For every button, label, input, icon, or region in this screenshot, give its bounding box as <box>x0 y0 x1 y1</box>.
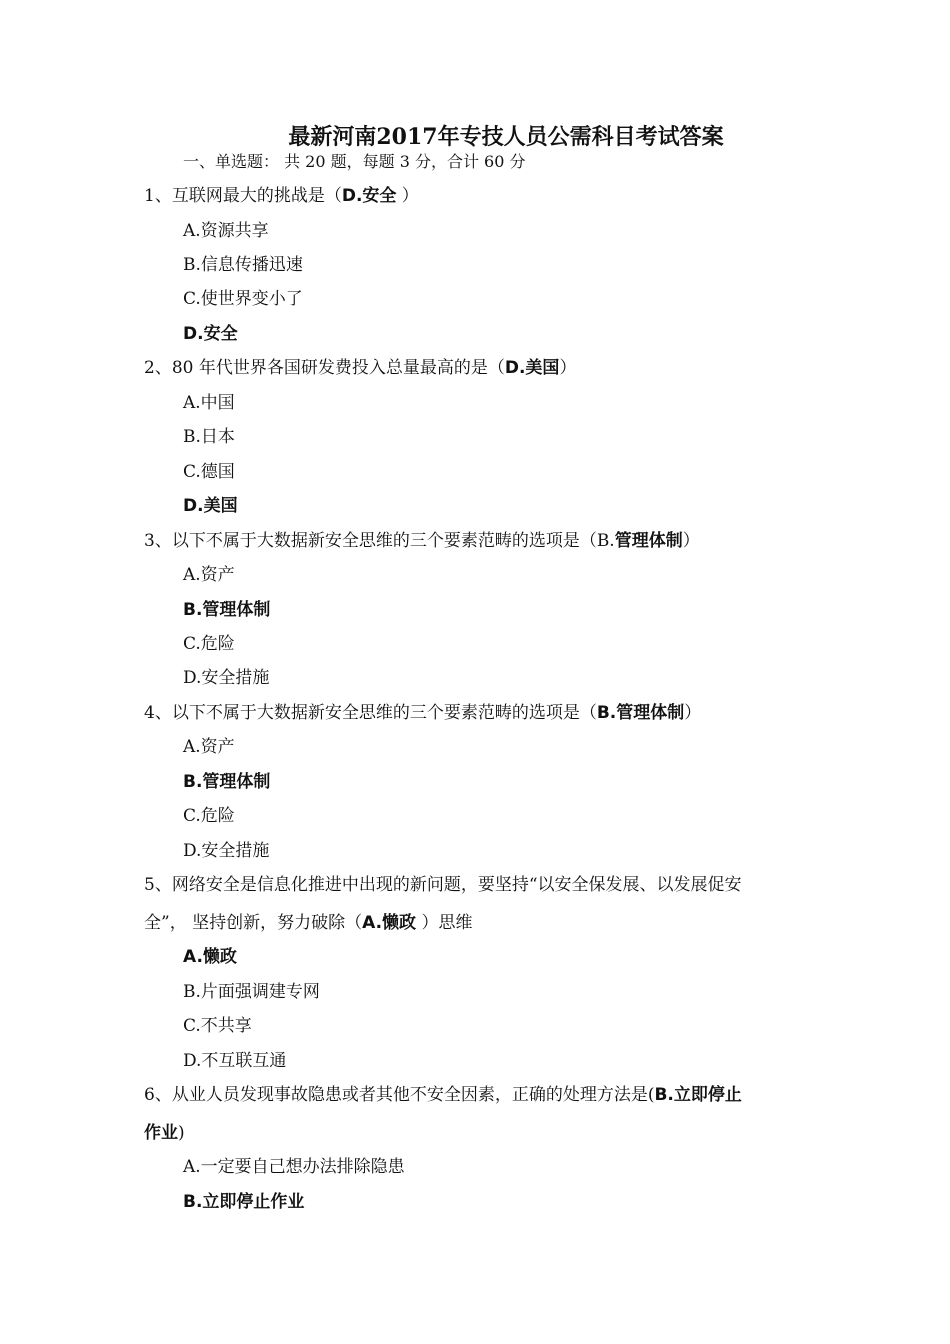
question-5-stem-line2: 全”， 坚持创新，努力破除（A.懒政 ）思维 <box>144 913 473 933</box>
question-1-option-a: A.资源共享 <box>183 221 269 241</box>
question-4-option-a: A.资产 <box>183 737 235 757</box>
question-2-option-b: B.日本 <box>183 427 235 447</box>
question-6-option-b: B.立即停止作业 <box>183 1192 305 1212</box>
question-4-stem: 4、以下不属于大数据新安全思维的三个要素范畴的选项是（B.管理体制） <box>144 703 702 723</box>
question-2-option-c: C.德国 <box>183 462 235 482</box>
document-title: 最新河南2017年专技人员公需科目考试答案 <box>288 124 724 150</box>
question-2-stem: 2、80 年代世界各国研发费投入总量最高的是（D.美国） <box>144 358 577 378</box>
question-4-option-b: B.管理体制 <box>183 772 271 792</box>
question-1-answer: D.安全 <box>341 186 397 206</box>
question-6-stem-line2: 作业) <box>144 1123 185 1143</box>
section-heading: 一、单选题： 共 20 题，每题 3 分，合计 60 分 <box>183 152 526 171</box>
question-3-option-d: D.安全措施 <box>183 668 270 688</box>
question-4-option-c: C.危险 <box>183 806 235 826</box>
question-4-answer: B.管理体制 <box>596 703 685 723</box>
question-4-option-d: D.安全措施 <box>183 841 270 861</box>
question-3-option-b: B.管理体制 <box>183 600 271 620</box>
question-5-option-c: C.不共享 <box>183 1016 252 1036</box>
question-3-option-c: C.危险 <box>183 634 235 654</box>
question-5-answer: A.懒政 <box>362 913 417 933</box>
question-6-option-a: A.一定要自己想办法排除隐患 <box>183 1157 405 1177</box>
question-2-answer: D.美国 <box>504 358 560 378</box>
question-1-stem: 1、互联网最大的挑战是（D.安全 ） <box>144 186 419 206</box>
question-5-option-b: B.片面强调建专网 <box>183 982 320 1002</box>
question-1-option-b: B.信息传播迅速 <box>183 255 303 275</box>
question-5-option-d: D.不互联互通 <box>183 1051 287 1071</box>
question-1-option-d: D.安全 <box>183 324 238 344</box>
question-1-option-c: C.使世界变小了 <box>183 289 303 309</box>
question-5-option-a: A.懒政 <box>183 947 237 967</box>
question-3-answer: 管理体制 <box>614 531 683 551</box>
question-5-stem-line1: 5、网络安全是信息化推进中出现的新问题，要坚持“以安全保发展、以发展促安 <box>144 875 742 895</box>
question-3-stem: 3、以下不属于大数据新安全思维的三个要素范畴的选项是（B.管理体制） <box>144 531 700 551</box>
question-6-stem-line1: 6、从业人员发现事故隐患或者其他不安全因素，正确的处理方法是(B.立即停止 <box>144 1085 742 1105</box>
question-6-answer-part1: B.立即停止 <box>654 1085 742 1105</box>
question-2-option-a: A.中国 <box>183 393 235 413</box>
question-2-option-d: D.美国 <box>183 496 238 516</box>
question-6-answer-part2: 作业 <box>144 1123 178 1143</box>
question-3-option-a: A.资产 <box>183 565 235 585</box>
